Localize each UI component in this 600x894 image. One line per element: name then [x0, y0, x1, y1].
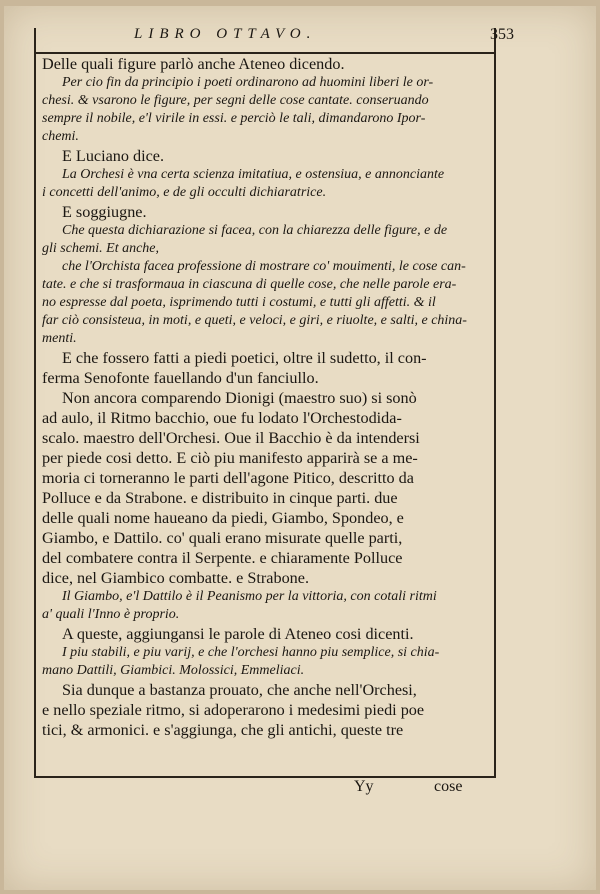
text-line: moria ci torneranno le parti dell'agone Pitico, descritto da — [42, 469, 414, 487]
page-footer — [34, 778, 494, 798]
text-line: sempre il nobile, e'l virile in essi. e perciò le tali, dimandarono Ipor- — [42, 111, 426, 126]
text-line: Il Giambo, e'l Dattilo è il Peanismo per la vittoria, con cotali ritmi — [62, 589, 437, 604]
text-line: ad aulo, il Ritmo bacchio, oue fu lodato l'Orchestodida- — [42, 409, 402, 427]
text-line: e nello speziale ritmo, si adoperarono i medesimi piedi poe — [42, 701, 425, 719]
text-line: gli schemi. Et anche, — [42, 241, 160, 256]
text-line: La Orchesi è vna certa scienza imitatiua, e ostensiua, e annonciante — [62, 167, 445, 182]
page-header — [34, 26, 514, 50]
text-line: E che fossero fatti a piedi poetici, oltre il sudetto, il con- — [62, 349, 427, 367]
text-line: del combatere contra il Serpente. e chiaramente Polluce — [42, 549, 403, 567]
text-line: Per cio fin da principio i poeti ordinarono ad huomini liberi le or- — [62, 75, 434, 90]
text-line: menti. — [42, 331, 77, 346]
text-line: i concetti dell'animo, e de gli occulti dichiaratrice. — [42, 185, 327, 200]
text-line: per piede cosi detto. E ciò piu manifesto apparirà se a me- — [42, 449, 418, 467]
text-line: a' quali l'Inno è proprio. — [42, 607, 180, 622]
text-line: chemi. — [42, 129, 79, 144]
text-line: dice, nel Giambico combatte. e Strabone. — [42, 569, 309, 587]
text-line: che l'Orchista facea professione di mostrare co' mouimenti, le cose can- — [62, 259, 466, 274]
text-line: E Luciano dice. — [62, 147, 165, 165]
text-line: Sia dunque a bastanza prouato, che anche nell'Orchesi, — [62, 681, 417, 699]
text-line: far ciò consisteua, in moti, e queti, e veloci, e giri, e riuolte, e salti, e china- — [42, 313, 467, 328]
book-page — [4, 6, 596, 890]
catchword: cose — [434, 778, 463, 795]
text-line: no espresse dal poeta, isprimendo tutti i costumi, e tutti gli affetti. & il — [42, 295, 436, 310]
body-text — [42, 54, 492, 740]
text-line: delle quali nome haueano da piedi, Giambo, Spondeo, e — [42, 509, 404, 527]
text-line: Delle quali figure parlò anche Ateneo dicendo. — [42, 55, 345, 73]
text-line: E soggiugne. — [62, 203, 147, 221]
text-line: scalo. maestro dell'Orchesi. Oue il Bacchio è da intendersi — [42, 429, 420, 447]
text-line: mano Dattili, Giambici. Molossici, Emmeliaci. — [42, 663, 305, 678]
text-line: A queste, aggiungansi le parole di Ateneo cosi dicenti. — [62, 625, 414, 643]
text-line: Che questa dichiarazione si facea, con la chiarezza delle figure, e de — [62, 223, 448, 238]
signature-mark: Yy — [354, 778, 374, 795]
page-number: 353 — [490, 26, 514, 43]
text-line: chesi. & vsarono le figure, per segni delle cose cantate. conseruando — [42, 93, 429, 108]
text-line: Giambo, e Dattilo. co' quali erano misurate quelle parti, — [42, 529, 403, 547]
running-title: LIBRO OTTAVO. — [134, 26, 317, 42]
text-line: Polluce e da Strabone. e distribuito in cinque parti. due — [42, 489, 398, 507]
text-line: tici, & armonici. e s'aggiunga, che gli antichi, queste tre — [42, 721, 404, 739]
text-line: ferma Senofonte fauellando d'un fanciullo. — [42, 369, 319, 387]
text-line: Non ancora comparendo Dionigi (maestro suo) si sonò — [62, 389, 417, 407]
text-line: tate. e che si trasformaua in ciascuna di quelle cose, che nelle parole era- — [42, 277, 457, 292]
text-line: I piu stabili, e piu varij, e che l'orchesi hanno piu semplice, si chia- — [62, 645, 440, 660]
